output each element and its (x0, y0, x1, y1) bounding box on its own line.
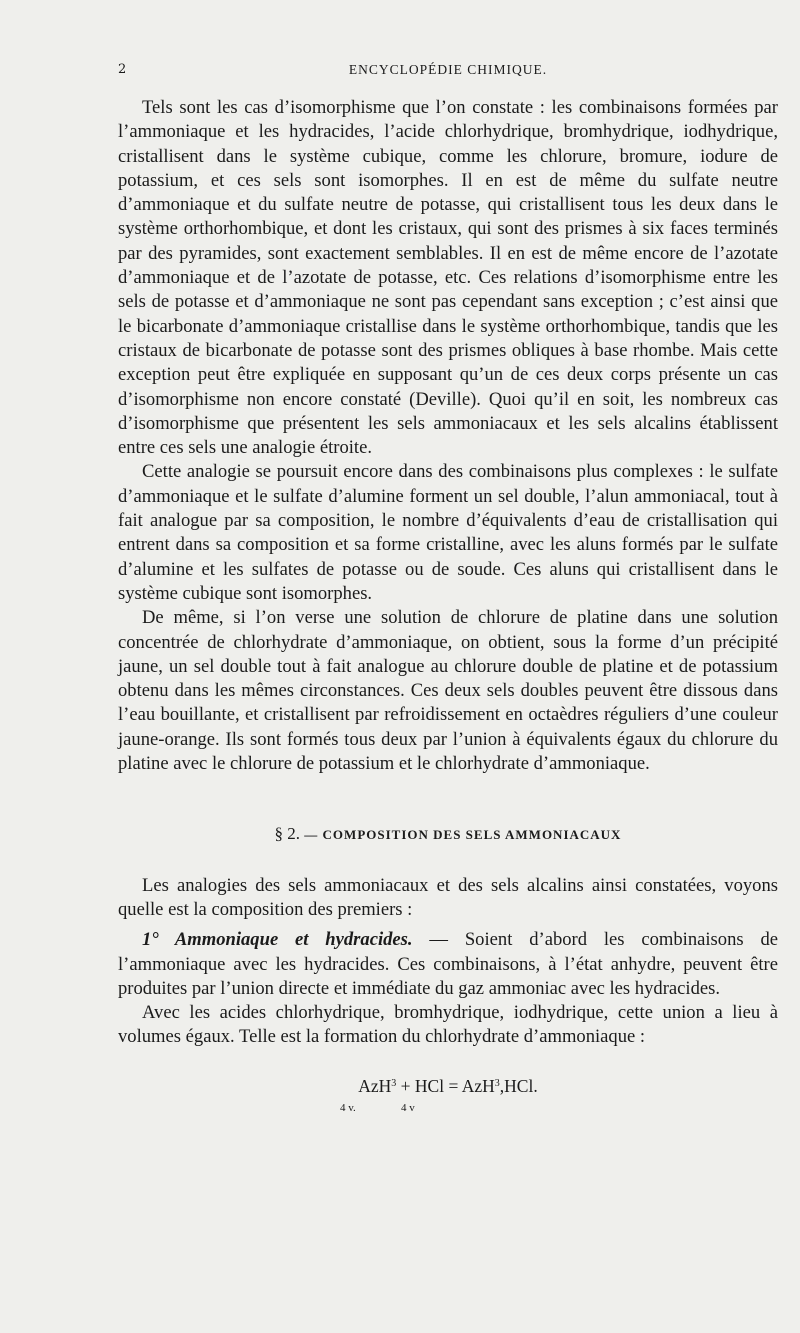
section-dash: — (304, 827, 319, 843)
formula-subscript: 3 (494, 1077, 500, 1089)
paragraph: De même, si l’on verse une solution de chlorure de platine dans une solution concentrée de chlorhydrate d’ammoniaque, on obtient, sous la forme d’un précipité jaune, un sel double tout à fait analogue au chlorure double de platine et de potassium obtenu dans les mêmes circonstances. Ces deux sels doubles peuvent être dissous dans l’eau bouillante, et cristallisent par refroidissement en octaèdres réguliers d’une couleur jaune-orange. Ils sont formés tous deux par l’union à équivalents égaux du chlorure du platine avec le chlorure de potassium et le chlorhydrate d’ammoniaque. (118, 607, 778, 775)
page-number: 2 (118, 62, 127, 77)
paragraph: Cette analogie se poursuit encore dans des combinaisons plus complexes : le sulfate d’ammoniaque et le sulfate d’alumine forment un sel double, l’alun ammoniacal, tout à fait analogue par sa composition, le nombre d’équivalents d’eau de cristallisation qui entrent dans sa composition et sa forme cristalline, avec les aluns formés par le sulfate d’alumine et les sulfates de potasse ou de soude. Ces aluns qui cristallisent dans le système cubique sont isomorphes. (118, 461, 778, 604)
paragraph-text: — Soient d’abord les combinaisons de l’ammoniaque avec les hydracides. Ces combinaisons, à l’état anhydre, peuvent être produites par l’union directe et immédiate du gaz ammoniac avec les hydracides. (118, 929, 778, 999)
paragraph: Avec les acides chlorhydrique, bromhydrique, iodhydrique, cette union a lieu à volumes égaux. Telle est la formation du chlorhydrate d’ammoniaque : (118, 1002, 778, 1048)
volume-label: 4 v. (340, 1101, 356, 1114)
section-number: § 2. (274, 824, 301, 844)
formula-subscript: 3 (391, 1077, 397, 1089)
body-text (118, 96, 778, 1112)
paragraph: Les analogies des sels ammoniacaux et des sels alcalins ainsi constatées, voyons quelle est la composition des premiers : (118, 874, 778, 920)
formula-product-rest: ,HCl. (499, 1075, 538, 1096)
formula-ammonia: AzH (358, 1075, 392, 1096)
subsection-label: 1° Ammoniaque et hydracides. (142, 929, 413, 951)
running-header (118, 62, 778, 84)
formula-operator: + HCl = (396, 1075, 462, 1096)
running-title: ENCYCLOPÉDIE CHIMIQUE. (348, 62, 548, 77)
section-title: COMPOSITION DES SELS AMMONIACAUX (322, 827, 622, 843)
paragraph (118, 928, 778, 1001)
paragraph: Tels sont les cas d’isomorphisme que l’on constate : les combinaisons formées par l’ammoniaque et les hydracides, l’acide chlorhydrique, bromhydrique, iodhydrique, cristallisent dans le système cubique, comme les chlorure, bromure, iodure de potassium, et ces sels sont isomorphes. Il en est de même du sulfate neutre d’ammoniaque et du sulfate neutre de potasse, qui cristallisent tous les deux dans le système orthorhombique, et dont les cristaux, qui sont des prismes à six faces terminés par des pyramides, sont exactement semblables. Il en est de même encore de l’azotate d’ammoniaque et de l’azotate de potasse, etc. Ces relations d’isomorphisme entre les sels de potasse et d’ammoniaque ne sont pas cependant sans exception ; c’est ainsi que le bicarbonate d’ammoniaque cristallise dans le système orthorhombique, tandis que les cristaux de bicarbonate de potasse sont des prismes obliques à base rhombe. Mais cette exception peut être expliquée en supposant qu’un de ces deux corps présente un cas d’isomorphisme non encore constaté (Deville). Quoi qu’il en soit, les nombreux cas d’isomorphisme que présentent les sels ammoniacaux et les sels alcalins établissent entre ces sels une analogie étroite. (118, 97, 778, 459)
equation-volumes (118, 1096, 778, 1112)
volume-label: 4 v (401, 1101, 415, 1114)
formula-product: AzH (461, 1075, 495, 1096)
chemical-equation (118, 1074, 778, 1096)
section-heading (118, 822, 778, 847)
